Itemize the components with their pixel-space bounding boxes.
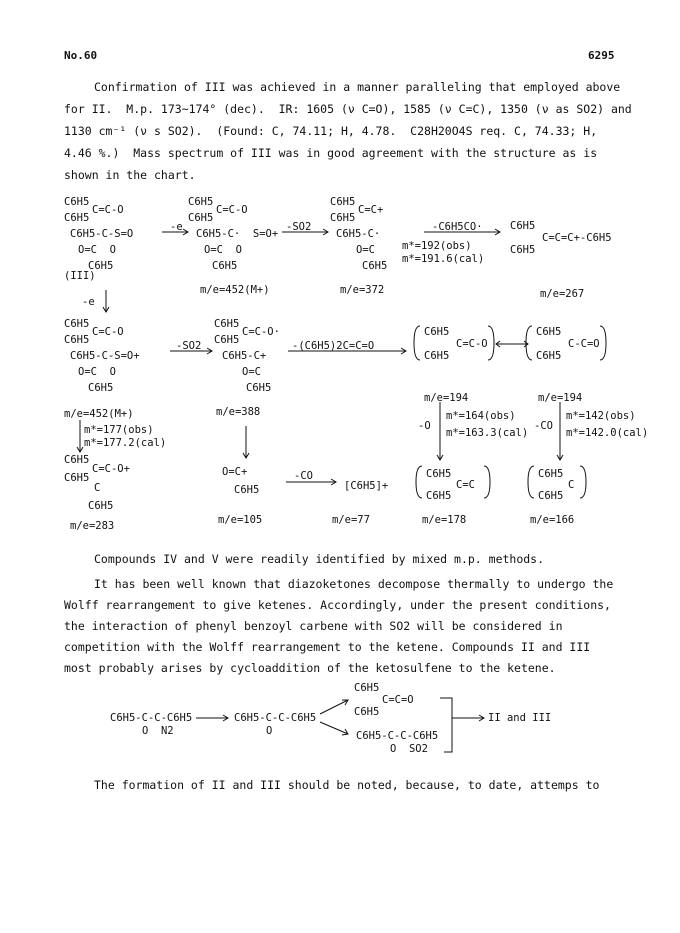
formula-text: m/e=452(M+)	[64, 408, 134, 420]
formula-text: C6H5	[330, 212, 356, 224]
arrow2-minus-so2: -SO2	[176, 340, 202, 352]
formula-text: O=C O	[78, 366, 116, 378]
formula-text: C6H5	[188, 196, 214, 208]
formula-text: m/e=267	[540, 288, 585, 300]
formula-text: C=C+	[358, 204, 384, 216]
arrow-down-minus-e: -e	[82, 296, 95, 308]
formula-text: C6H5	[538, 490, 564, 502]
formula-text: C=C-O	[92, 204, 124, 216]
formula-text: C6H5	[536, 326, 562, 338]
products-II-III: II and III	[488, 712, 552, 724]
ketosulfene-sub: O SO2	[390, 743, 428, 755]
formula-text: C6H5	[88, 382, 114, 394]
formula-text: C6H5	[426, 468, 452, 480]
formula-text: C=C	[456, 479, 475, 491]
ketene: C=C=O	[382, 694, 414, 706]
formula-text: C6H5	[214, 334, 240, 346]
formula-text: C6H5	[246, 382, 272, 394]
loss-O: -O	[418, 420, 431, 432]
formula-text: C6H5	[510, 244, 536, 256]
loss-CO: -CO	[534, 420, 553, 432]
formula-text: C6H5	[536, 350, 562, 362]
formula-text: C6H5	[88, 260, 114, 272]
formula-text: C-C=O	[568, 338, 600, 350]
para1-line4: 4.46 %.) Mass spectrum of III was in good agreement with the structure as is	[64, 146, 598, 160]
formula-text: C6H5	[64, 318, 90, 330]
formula-text: C6H5-C· S=O+	[196, 228, 279, 240]
ketene-top: C6H5	[354, 682, 380, 694]
arrow-minus-co: -CO	[294, 470, 313, 482]
formula-text: C6H5	[330, 196, 356, 208]
metastable-177-obs: m*=177(obs)	[84, 424, 154, 436]
formula-text: m/e=105	[218, 514, 263, 526]
metastable-142-cal: m*=142.0(cal)	[566, 427, 649, 439]
page-number: 6295	[588, 49, 615, 62]
formula-text: C6H5	[212, 260, 238, 272]
formula-text: C6H5	[64, 196, 90, 208]
formula-text: C=C=C+-C6H5	[542, 232, 612, 244]
formula-text: C6H5	[64, 472, 90, 484]
arrow-minus-so2: -SO2	[286, 221, 312, 233]
para1-line2: for II. M.p. 173~174° (dec). IR: 1605 (ν C=O), 1585 (ν C=C), 1350 (ν as SO2) and	[64, 102, 632, 116]
para1-line1: Confirmation of III was achieved in a manner paralleling that employed above	[94, 80, 621, 94]
formula-text: O=C O	[204, 244, 242, 256]
formula-text: C6H5	[64, 334, 90, 346]
formula-text: C=C-O·	[242, 326, 280, 338]
formula-text: O=C	[242, 366, 261, 378]
para3: It has been well known that diazoketones decompose thermally to undergo the Wolff rearrangement to give ketenes. Accordingly, under the present conditions, the interaction of phenyl benzoyl carbene with SO2 will be considered in competition with the Wolff rearrangement to the ketene. Compounds II and III most probably arises by cycloaddition of the ketosulfene to the ketene.	[64, 577, 614, 675]
metastable-177-cal: m*=177.2(cal)	[84, 437, 167, 449]
journal-issue: No.60	[64, 49, 98, 62]
formula-text: C6H5	[362, 260, 388, 272]
formula-text: m/e=372	[340, 284, 385, 296]
para4: The formation of II and III should be noted, because, to date, attemps to	[94, 778, 600, 792]
metastable-192-obs: m*=192(obs)	[402, 240, 472, 252]
formula-text: O=C O	[78, 244, 116, 256]
formula-text: C6H5	[214, 318, 240, 330]
formula-text: [C6H5]+	[344, 480, 389, 492]
formula-text: C6H5	[538, 468, 564, 480]
metastable-192-cal: m*=191.6(cal)	[402, 253, 485, 265]
formula-text: m/e=194	[538, 392, 583, 404]
arrow-minus-diphenylketene: -(C6H5)2C=C=O	[292, 340, 375, 352]
formula-text: O=C	[356, 244, 375, 256]
formula-text: C6H5	[64, 454, 90, 466]
formula-text: m/e=452(M+)	[200, 284, 270, 296]
formula-text: O=C+	[222, 466, 248, 478]
formula-text: C=C-O	[216, 204, 248, 216]
formula-text: C6H5	[64, 212, 90, 224]
formula-text: m/e=77	[332, 514, 370, 526]
formula-text: C6H5-C·	[336, 228, 381, 240]
diazoketone-sub: O N2	[142, 725, 174, 737]
formula-text: m/e=283	[70, 520, 115, 532]
diazoketone: C6H5-C-C-C6H5	[110, 712, 193, 724]
formula-text: C=C-O+	[92, 463, 130, 475]
formula-text: C6H5-C+	[222, 350, 267, 362]
formula-text: C6H5	[234, 484, 260, 496]
formula-text: C6H5	[510, 220, 536, 232]
formula-text: C6H5	[424, 326, 450, 338]
formula-text: m/e=166	[530, 514, 575, 526]
formula-text: m/e=178	[422, 514, 467, 526]
formula-text: C6H5-C-S=O+	[70, 350, 140, 362]
formula-text: C6H5	[424, 350, 450, 362]
formula-text: C6H5	[88, 500, 114, 512]
para1-line5: shown in the chart.	[64, 168, 196, 182]
formula-text: C	[568, 479, 575, 491]
formula-text: C	[94, 482, 101, 494]
ketocarbene: C6H5-C-C-C6H5	[234, 712, 317, 724]
metastable-164-obs: m*=164(obs)	[446, 410, 516, 422]
formula-text: C6H5	[188, 212, 214, 224]
para2: Compounds IV and V were readily identified by mixed m.p. methods.	[94, 552, 545, 566]
arrow-minus-e: -e	[170, 221, 183, 233]
ketocarbene-sub: O	[266, 725, 273, 737]
ketene-bottom: C6H5	[354, 706, 380, 718]
arrow-minus-benzoyl: -C6H5CO·	[432, 221, 483, 233]
formula-text: m/e=194	[424, 392, 469, 404]
ketosulfene: C6H5-C-C-C6H5	[356, 730, 439, 742]
formula-text: m/e=388	[216, 406, 261, 418]
metastable-164-cal: m*=163.3(cal)	[446, 427, 529, 439]
formula-text: (III)	[64, 270, 96, 282]
formula-text: C6H5	[426, 490, 452, 502]
formula-text: C6H5-C-S=O	[70, 228, 134, 240]
metastable-142-obs: m*=142(obs)	[566, 410, 636, 422]
formula-text: C=C-O	[92, 326, 124, 338]
formula-text: C=C-O	[456, 338, 488, 350]
para1-line3: 1130 cm⁻¹ (ν s SO2). (Found: C, 74.11; H, 4.78. C28H20O4S req. C, 74.33; H,	[64, 124, 598, 138]
